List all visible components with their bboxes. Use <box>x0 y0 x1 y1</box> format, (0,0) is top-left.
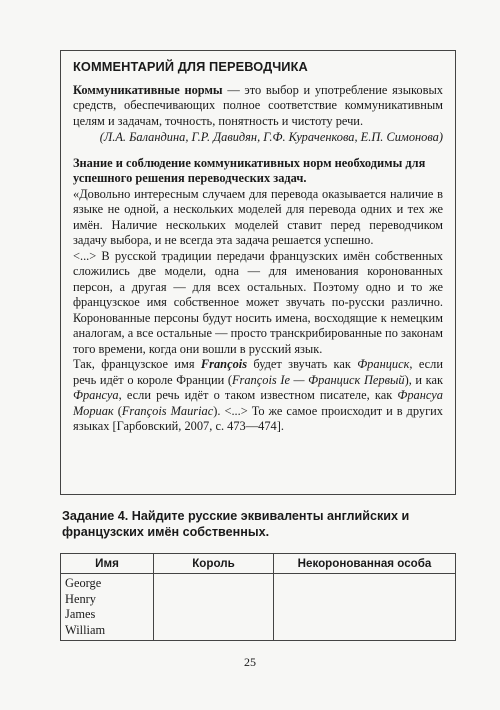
page-number: 25 <box>244 655 256 669</box>
comment-subheading: Знание и соблюдение коммуникативных норм необходимы для успешного решения переводческих задач. <box>73 155 426 185</box>
task-heading: Задание 4. Найдите русские эквиваленты английских и французских имён собственных. <box>62 509 410 539</box>
name-mauriac-ru: Франсуа Мориак <box>73 388 443 418</box>
definition-term: Коммуникативные нормы <box>73 82 223 97</box>
quote-text: будет звучать как <box>247 357 358 371</box>
name-item: James <box>65 607 96 621</box>
name-item: Henry <box>65 591 96 606</box>
column-header-name: Имя <box>61 554 154 574</box>
name-fransua: Франсуа <box>73 388 119 402</box>
quote-paragraph-2: <...> В русской традиции передачи французских имён собственных сложились две модели, одна — для именования коронованных персон, а другая — для всех остальных. Поэтому одно и то же французское имя собственное может звучать по-русски различно. Коронованные персоны будут носить имена, восходящие к немецким аналогам, а все остальные — просто транскрибированные по законам того времени, когда они вошли в русский язык. <box>73 248 443 356</box>
column-header-king: Король <box>154 554 274 574</box>
uncrowned-answer-cell[interactable] <box>274 574 456 641</box>
quote-text: , если речь идёт о короле Франции ( <box>73 357 443 387</box>
names-cell <box>61 574 154 641</box>
translator-comment-box <box>60 50 456 495</box>
quote-block <box>73 187 443 435</box>
quote-text: ), и как <box>404 372 443 387</box>
quote-text: , если речь идёт о таком известном писателе, как <box>118 388 398 402</box>
quote-text: Так, французское имя <box>73 357 201 371</box>
king-answer-cell[interactable] <box>154 574 274 641</box>
name-francois-ie: François Ie — Франциск Первый <box>231 372 405 387</box>
name-item: George <box>65 576 102 590</box>
column-header-uncrowned: Некоронованная особа <box>274 554 456 574</box>
name-francois: François <box>200 357 248 371</box>
name-mauriac-fr: François Mauriac <box>121 403 214 418</box>
quote-paragraph-3 <box>73 357 443 435</box>
definition-paragraph <box>73 83 443 130</box>
definition-text: — это выбор и употребление языковых средств, обеспечивающих полное соответствие коммуникативным целям и задачам, точность, понятность и чистоту речи. <box>73 82 443 128</box>
name-fransisk: Франциск <box>357 357 410 371</box>
names-table <box>60 553 456 641</box>
comment-heading: КОММЕНТАРИЙ ДЛЯ ПЕРЕВОДЧИКА <box>73 59 308 74</box>
table-row <box>61 574 456 641</box>
definition-authors: (Л.А. Баландина, Г.Р. Давидян, Г.Ф. Кураченкова, Е.П. Симонова) <box>99 130 443 144</box>
quote-paragraph-1: «Довольно интересным случаем для перевода оказывается наличие в языке не одной, а нескольких моделей для перевода одних и тех же имён. Наличие нескольких моделей ставит перед переводчиком задачу выбора, и не всегда эта задача решается успешно. <box>73 186 443 247</box>
name-item: William <box>65 622 106 637</box>
table-header-row <box>61 554 456 574</box>
quote-text: ( <box>113 403 122 418</box>
quote-text: ). <...> То же самое происходит и в других языках [Гарбовский, 2007, с. 473—474]. <box>73 403 443 433</box>
